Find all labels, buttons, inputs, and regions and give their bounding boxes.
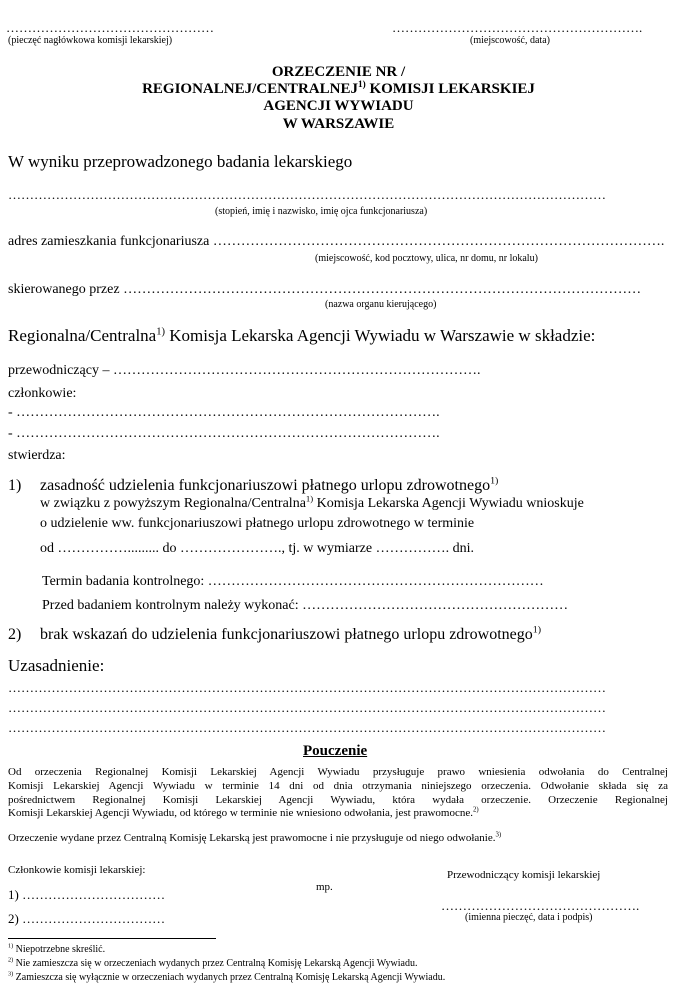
name-caption: (stopień, imię i nazwisko, imię ojca funkcjonariusza) [215,206,428,217]
title-line-2: REGIONALNEJ/CENTRALNEJ$^{1)}$ KOMISJI LEKARSKIEJ [142,80,535,97]
footnote-3: $^{3)}$ Zamieszcza się wyłącznie w orzeczeniach wydanych przez Centralną Komisję Lekarską Agencji Wywiadu. [8,970,446,983]
justification-line-2[interactable]: ………………………………………………………………………………………………………………………… [8,700,606,715]
title-line-3: AGENCJI WYWIADU [263,98,414,114]
place-date-caption: (miejscowość, data) [470,35,550,46]
chair-row[interactable]: przewodniczący – ……………………………………………………………………. [8,363,481,378]
item-1-line-3: o udzielenie ww. funkcjonariuszowi płatnego urlopu zdrowotnego w terminie [40,516,475,531]
stamp-dots: ………………………………………… [6,20,214,35]
member-1-field[interactable]: - ………………………………………………………………………………. [8,405,440,420]
footnote-separator [8,938,216,939]
members-label: członkowie: [8,386,77,401]
justification-label: Uzasadnienie: [8,656,105,675]
control-before-row[interactable]: Przed badaniem kontrolnym należy wykonać: ………………………………………………… [42,598,569,613]
address-caption: (miejscowość, kod pocztowy, ulica, nr domu, nr lokalu) [315,253,538,264]
member-2-field[interactable]: - ………………………………………………………………………………. [8,426,440,441]
item-1-number: 1) [8,477,22,494]
item-2-number: 2) [8,626,22,643]
signature-chair-caption: (imienna pieczęć, data i podpis) [465,912,593,923]
signature-member-2[interactable]: 2) …………………………… [8,911,166,926]
instruction-line-4: Komisji Lekarskiej Agencji Wywiadu, od którego w terminie nie wniesiono odwołania, jest prawomocne.$^{2)}$ [8,806,479,819]
footnote-2: $^{2)}$ Nie zamieszcza się w orzeczeniach wydanych przez Centralną Komisję Lekarską Agencji Wywiadu. [8,956,418,969]
referred-caption: (nazwa organu kierującego) [325,299,437,310]
instruction-title: Pouczenie [303,743,368,759]
title-line-1: ORZECZENIE NR / [271,64,406,80]
item-2-text: brak wskazań do udzielenia funkcjonariuszowi płatnego urlopu zdrowotnego$^{1)}$ [40,624,541,643]
title-line-4: W WARSZAWIE [282,116,395,132]
name-field[interactable]: ………………………………………………………………………………………………………………………… [8,187,606,202]
signature-chair-dots[interactable]: ………………………………………. [441,898,640,913]
footnote-1: $^{1)}$ Niepotrzebne skreślić. [8,942,106,955]
seal-mark: mp. [316,881,333,893]
states-label: stwierdza: [8,448,66,463]
address-row[interactable]: adres zamieszkania funkcjonariusza ……………………………………………………………………………………. [8,234,665,249]
place-date-dots: …………………………………………………. [392,20,643,35]
commission-text: Regionalna/Centralna$^{1)}$ Komisja Lekarska Agencji Wywiadu w Warszawie w składzie: [8,326,596,345]
intro-text: W wyniku przeprowadzonego badania lekarskiego [8,152,353,171]
instruction-line-3: pośrednictwem Regionalnej Komisji Lekarskiej Agencji Wywiadu, która wydała orzeczenie. Orzeczenie Regionalnej [8,794,668,806]
stamp-caption: (pieczęć nagłówkowa komisji lekarskiej) [8,35,173,46]
instruction-paragraph-2: Orzeczenie wydane przez Centralną Komisję Lekarską jest prawomocne i nie przysługuje od niego odwołanie.$^{3)}$ [8,831,502,844]
signature-members-label: Członkowie komisji lekarskiej: [8,864,146,876]
signature-chair-label: Przewodniczący komisji lekarskiej [447,869,601,881]
control-date-row[interactable]: Termin badania kontrolnego: ……………………………………………………………… [42,574,544,589]
signature-member-1[interactable]: 1) …………………………… [8,887,166,902]
leave-period-row[interactable]: od ……………......... do …………………., tj. w wymiarze ……………. dni. [40,541,474,556]
item-1-line-2: w związku z powyższym Regionalna/Centralna$^{1)}$ Komisja Lekarska Agencji Wywiadu wnioskuje [40,493,584,511]
justification-line-3[interactable]: ………………………………………………………………………………………………………………………… [8,720,606,735]
justification-line-1[interactable]: ………………………………………………………………………………………………………………………… [8,680,606,695]
item-1-text: zasadność udzielenia funkcjonariuszowi płatnego urlopu zdrowotnego$^{1)}$ [40,475,499,494]
referred-row[interactable]: skierowanego przez ………………………………………………………………………………………………… [8,282,642,297]
instruction-line-1: Od orzeczenia Regionalnej Komisji Lekarskiej Agencji Wywiadu przysługuje prawo wniesienia odwołania do Centralnej [8,766,668,778]
instruction-line-2: Komisji Lekarskiej Agencji Wywiadu w terminie 14 dni od dnia otrzymania niniejszego orzeczenia. Odwołanie składa się za [8,780,668,792]
